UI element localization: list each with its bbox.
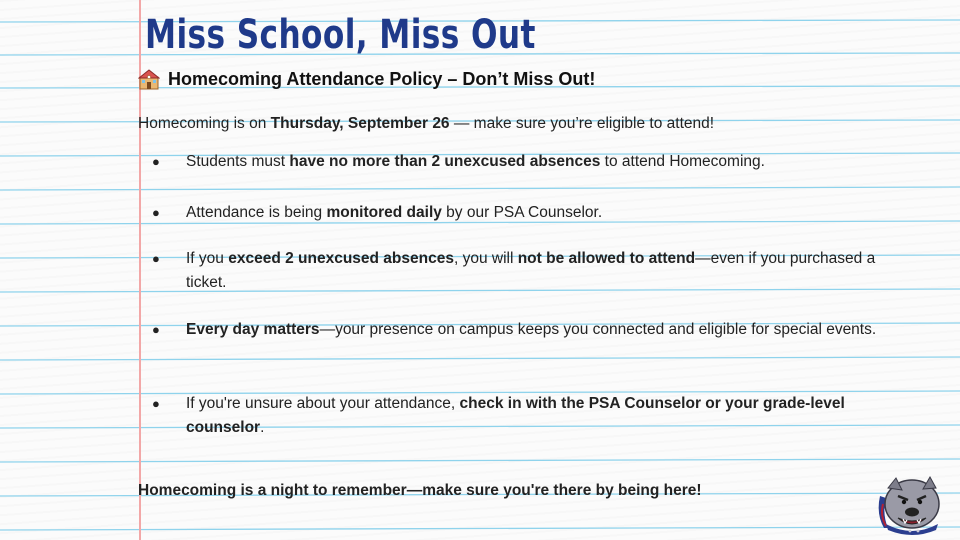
bullet-bold: Every day matters [186, 321, 320, 338]
bullet-text: to attend Homecoming. [600, 153, 765, 170]
bullet-bold: exceed 2 unexcused absences [228, 250, 454, 267]
bullet-bold: not be allowed to attend [517, 250, 696, 267]
bullet-dot: ● [152, 154, 160, 169]
bullet-dot: ● [152, 205, 160, 220]
list-item [138, 150, 765, 174]
bullet-bold: check in with the PSA Counselor or your grade-level counselor [186, 395, 845, 436]
bullet-text: —your presence on campus keeps you connected and eligible for special events. [319, 321, 877, 338]
bullet-bold: have no more than 2 unexcused absences [289, 153, 601, 170]
page-title: Miss School, Miss Out [145, 12, 536, 58]
bullet-text: Attendance is being [186, 204, 327, 221]
bullet-dot: ● [152, 396, 160, 411]
school-house-icon [138, 68, 160, 90]
intro-text [138, 115, 714, 133]
bullet-text: . [260, 419, 265, 436]
bullet-text: Students must [186, 153, 290, 170]
bullet-text: —even if you purchased a ticket. [186, 250, 876, 291]
subtitle [138, 68, 595, 90]
list-item [138, 318, 876, 342]
subtitle-text: Homecoming Attendance Policy – Don’t Miss Out! [168, 68, 596, 89]
closing-statement: Homecoming is a night to remember—make sure you're there by being here! [138, 482, 702, 499]
intro-date: Thursday, September 26 [270, 115, 450, 132]
list-item [138, 392, 878, 440]
bullet-dot: ● [152, 251, 160, 266]
list-item [138, 247, 878, 295]
bullet-dot: ● [152, 322, 160, 337]
bullet-text: by our PSA Counselor. [441, 204, 603, 221]
bullet-text: , you will [453, 250, 518, 267]
list-item [138, 201, 602, 225]
bullet-bold: monitored daily [326, 204, 442, 221]
intro-post: — make sure you’re eligible to attend! [449, 115, 715, 132]
bulldog-mascot-icon [874, 474, 946, 536]
bullet-text: If you [186, 250, 229, 267]
intro-pre: Homecoming is on [138, 115, 271, 132]
bullet-text: If you're unsure about your attendance, [186, 395, 460, 412]
